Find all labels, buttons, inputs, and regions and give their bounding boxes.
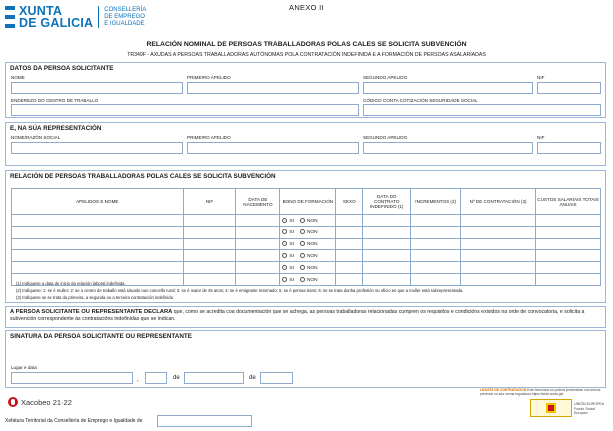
rep-nif-label: NIF (537, 135, 545, 140)
codigo-field[interactable] (363, 104, 601, 116)
opt-si-label: SI (289, 253, 294, 259)
col-nif: NIF (183, 189, 236, 215)
comma-label: , (137, 377, 139, 383)
primeiro-label: PRIMEIRO APELIDO (187, 75, 231, 80)
dept-line2: DE EMPREGO (104, 13, 145, 20)
legal-text: Este formulario só poderá presentarse nos termos previstos na súa norma reguladora https://sede.xunta.gal (480, 388, 601, 397)
annex-label: ANEXO II (289, 3, 324, 12)
eu-text-1: UNIÓN EUROPEA (574, 402, 605, 406)
cell-incrementos[interactable] (411, 262, 461, 274)
eu-text (574, 402, 608, 416)
cell-bono (280, 250, 336, 262)
nome-label: NOME (11, 75, 25, 80)
table-row (12, 250, 601, 262)
logo-name-line1: XUNTA (19, 4, 63, 18)
applicant-primeiro-field[interactable] (187, 82, 359, 94)
opt-non-label: NON (306, 218, 318, 224)
rep-segundo-field[interactable] (363, 142, 533, 154)
radio-si[interactable] (282, 218, 287, 223)
page-title: RELACIÓN NOMINAL DE PERSOAS TRABALLADORAS POLAS CALES SE SOLICITA SUBVENCIÓN (146, 41, 467, 48)
cell-contratacion[interactable] (461, 262, 536, 274)
day-field[interactable] (145, 372, 167, 384)
declaration-text: que, como se acredita coa documentación que se achega, as persoas traballadoras relacionadas cumpren os requisitos e condicións exixidos na orde de convocatoria, e solicita a subvención correspondente ás contratacións indefinidas que se indican. (10, 309, 585, 322)
eu-flag-icon (546, 403, 556, 413)
cell-nacemento[interactable] (236, 226, 280, 238)
col-data-contrato: DATA DO CONTRATO INDEFINIDO (1) (363, 189, 411, 215)
rep-nome-field[interactable] (11, 142, 183, 154)
cell-sexo[interactable] (336, 262, 363, 274)
jefatura-label: Xefatura Territorial da Consellería de Emprego e Igualdade de (5, 418, 143, 424)
cell-nacemento[interactable] (236, 262, 280, 274)
rep-nif-field[interactable] (537, 142, 601, 154)
opt-non-label: NON (306, 265, 318, 271)
relation-section (5, 170, 606, 303)
cell-incrementos[interactable] (411, 226, 461, 238)
cell-data-contrato[interactable] (363, 215, 411, 227)
cell-bono (280, 226, 336, 238)
eu-logo (530, 399, 572, 417)
table-header-row (12, 189, 601, 215)
representative-heading: E, NA SÚA REPRESENTACIÓN (10, 125, 102, 132)
radio-si[interactable] (282, 253, 287, 258)
cell-nif[interactable] (183, 262, 236, 274)
cell-nif[interactable] (183, 250, 236, 262)
opt-si-label: SI (289, 265, 294, 271)
opt-si-label: SI (289, 277, 294, 283)
codigo-label: CÓDIGO CONTA COTIZACIÓN SEGURIDADE SOCIAL (363, 98, 478, 103)
cell-contratacion[interactable] (461, 238, 536, 250)
col-apelidos: APELIDOS E NOME (12, 189, 184, 215)
cell-nacemento[interactable] (236, 250, 280, 262)
cell-bono (280, 262, 336, 274)
dept-line1: CONSELLERÍA (104, 6, 147, 13)
cell-contratacion[interactable] (461, 215, 536, 227)
rep-segundo-label: SEGUNDO APELIDO (363, 135, 408, 140)
jefatura-field[interactable] (157, 415, 252, 427)
cell-apelidos[interactable] (12, 262, 184, 274)
applicant-section (5, 62, 606, 118)
year-field[interactable] (260, 372, 293, 384)
cell-nif[interactable] (183, 215, 236, 227)
col-contratacion: Nº DE CONTRATACIÓN (3) (461, 189, 536, 215)
table-row (12, 226, 601, 238)
col-incrementos: INCREMENTOS (2) (411, 189, 461, 215)
cell-bono (280, 215, 336, 227)
legal-notice (480, 388, 610, 397)
cell-data-contrato[interactable] (363, 238, 411, 250)
cell-custos[interactable] (536, 250, 601, 262)
radio-non[interactable] (300, 241, 305, 246)
signature-heading: SINATURA DA PERSOA SOLICITANTE OU REPRESENTANTE (10, 333, 192, 340)
note-2: (2) Indíquese: 1: se é muller; 2: se o centro de traballo está situado nun concello rural; 3: se é maior de 45 anos; 4: se é emigrante retornado; 5: se é persoa trans; 6: se se trata dunha profesión ou oficio en que a muller está subrepresentada. (16, 288, 464, 293)
opt-non-label: NON (306, 277, 318, 283)
cell-contratacion[interactable] (461, 250, 536, 262)
legal-lead: LEXISTA DE CONTRATACIÓN (480, 388, 527, 392)
opt-si-label: SI (289, 218, 294, 224)
radio-non[interactable] (300, 265, 305, 270)
applicant-nif-field[interactable] (537, 82, 601, 94)
cell-data-contrato[interactable] (363, 226, 411, 238)
cell-sexo[interactable] (336, 215, 363, 227)
razon-label: NOME/RAZÓN SOCIAL (11, 135, 61, 140)
note-1: (1) Indíquese a data de inicio da relación laboral indefinida. (16, 281, 126, 286)
enderezo-field[interactable] (11, 104, 359, 116)
col-sexo: SEXO (336, 189, 363, 215)
cell-nacemento[interactable] (236, 215, 280, 227)
xacobeo-logo (8, 395, 72, 409)
nif-label: NIF (537, 75, 545, 80)
cell-sexo[interactable] (336, 238, 363, 250)
cell-data-contrato[interactable] (363, 262, 411, 274)
radio-non[interactable] (300, 218, 305, 223)
cell-sexo[interactable] (336, 250, 363, 262)
cell-apelidos[interactable] (12, 250, 184, 262)
xacobeo-text: Xacobeo 21·22 (21, 397, 72, 407)
cell-custos[interactable] (536, 238, 601, 250)
de-label-2: de (249, 375, 256, 381)
logo-name-line2: DE GALICIA (19, 16, 94, 30)
enderezo-label: ENDEREZO DO CENTRO DE TRABALLO (11, 98, 99, 103)
opt-si-label: SI (289, 241, 294, 247)
relation-heading: RELACIÓN DE PERSOAS TRABALLADORAS POLAS CALES SE SOLICITA SUBVENCIÓN (10, 173, 276, 180)
declaration-lead: A PERSOA SOLICITANTE OU REPRESENTANTE DECLARA (10, 309, 173, 315)
cell-data-contrato[interactable] (363, 250, 411, 262)
signature-section (5, 330, 606, 388)
rep-primeiro-label: PRIMEIRO APELIDO (187, 135, 231, 140)
radio-si[interactable] (282, 265, 287, 270)
cell-custos[interactable] (536, 262, 601, 274)
segundo-label: SEGUNDO APELIDO (363, 75, 408, 80)
place-field[interactable] (11, 372, 133, 384)
table-notes (16, 280, 601, 301)
cell-apelidos[interactable] (12, 238, 184, 250)
cell-sexo[interactable] (336, 226, 363, 238)
cell-apelidos[interactable] (12, 226, 184, 238)
cell-incrementos[interactable] (411, 238, 461, 250)
table-row (12, 262, 601, 274)
opt-non-label: NON (306, 230, 318, 236)
col-nacemento: DATA DE NACEMENTO (236, 189, 280, 215)
note-3: (3) Indíquese se se trata da primeira, a segunda ou a terceira contratación indefinida (16, 295, 173, 300)
applicant-segundo-field[interactable] (363, 82, 533, 94)
cell-incrementos[interactable] (411, 215, 461, 227)
cell-bono (280, 238, 336, 250)
cell-contratacion[interactable] (461, 226, 536, 238)
opt-non-label: NON (306, 253, 318, 259)
radio-non[interactable] (300, 253, 305, 258)
radio-si[interactable] (282, 229, 287, 234)
dept-line3: E IGUALDADE (104, 20, 145, 27)
xacobeo-icon (8, 397, 18, 407)
cell-custos[interactable] (536, 226, 601, 238)
de-label-1: de (173, 375, 180, 381)
applicant-heading: DATOS DA PERSOA SOLICITANTE (10, 65, 114, 72)
month-field[interactable] (184, 372, 244, 384)
table-row (12, 238, 601, 250)
col-custos: CUSTOS SALARIAIS TOTAIS ANUAIS (536, 189, 601, 215)
table-row (12, 215, 601, 227)
cell-incrementos[interactable] (411, 250, 461, 262)
representative-section (5, 122, 606, 166)
cell-custos[interactable] (536, 215, 601, 227)
radio-non[interactable] (300, 229, 305, 234)
radio-si[interactable] (282, 241, 287, 246)
eu-text-2: Fondo Social Europeo (574, 406, 595, 415)
declaration-box (5, 306, 606, 328)
rep-primeiro-field[interactable] (187, 142, 359, 154)
workers-table (11, 188, 601, 286)
place-date-label: Lugar e data (11, 365, 37, 370)
page-subtitle: TR349F - AXUDAS A PERSOAS TRABALLADORAS AUTÓNOMAS POLA CONTRATACIÓN INDEFINIDA E A FORMACIÓN DE PERSOAS ASALARIADAS (127, 52, 486, 58)
opt-non-label: NON (306, 241, 318, 247)
workers-table-body (12, 215, 601, 286)
opt-si-label: SI (289, 230, 294, 236)
cell-apelidos[interactable] (12, 215, 184, 227)
applicant-nome-field[interactable] (11, 82, 183, 94)
cell-nacemento[interactable] (236, 238, 280, 250)
col-bono: BONO DE FORMACIÓN (280, 189, 336, 215)
cell-nif[interactable] (183, 226, 236, 238)
cell-nif[interactable] (183, 238, 236, 250)
